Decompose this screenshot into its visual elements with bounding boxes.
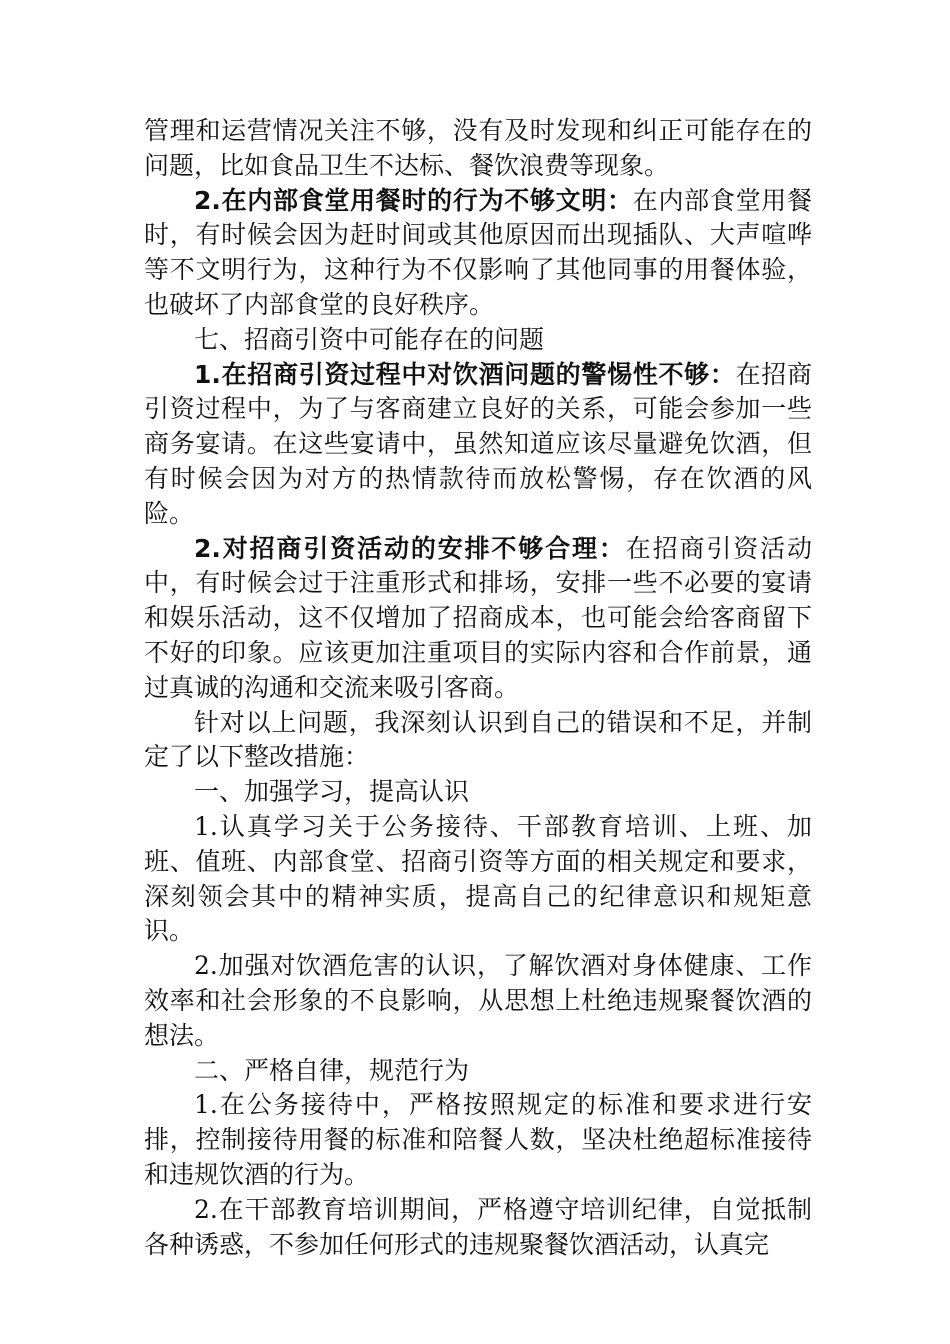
paragraph-heading: 2.对招商引资活动的安排不够合理： [194,533,626,563]
paragraph-text: 在内部食堂用餐时，有时候会因为赶时间或其他原因而出现插队、大声喧哗等不文明行为，这种行为不仅影响了其他同事的用餐体验，也破坏了内部食堂的良好秩序。 [144,185,812,319]
section-heading-investment-issues [144,323,812,358]
paragraph-text: 2.在干部教育培训期间，严格遵守培训纪律，自觉抵制各种诱惑，不参加任何形式的违规聚餐饮酒活动，认真完 [144,1194,812,1259]
paragraph-heading: 1.在招商引资过程中对饮酒问题的警惕性不够： [194,359,736,389]
paragraph-text: 在招商引资活动中，有时候会过于注重形式和排场，安排一些不必要的宴请和娱乐活动，这不仅增加了招商成本，也可能会给客商留下不好的印象。应该更加注重项目的实际内容和合作前景，通过真诚的沟通和交流来吸引客商。 [144,533,812,702]
paragraph-discipline-item-1 [144,1088,812,1192]
paragraph-learning-item-1 [144,810,812,949]
section-heading-text: 一、加强学习，提高认识 [194,777,470,807]
paragraph-text: 2.加强对饮酒危害的认识，了解饮酒对身体健康、工作效率和社会形象的不良影响，从思想上杜绝违规聚餐饮酒的想法。 [144,951,812,1050]
section-heading-self-discipline [144,1054,812,1089]
paragraph-canteen-behavior [144,184,812,323]
paragraph-investment-arrangement [144,532,812,706]
paragraph-text: 管理和运营情况关注不够，没有及时发现和纠正可能存在的问题，比如食品卫生不达标、餐饮浪费等现象。 [144,116,812,180]
paragraph-learning-item-2 [144,949,812,1053]
paragraph-heading: 2.在内部食堂用餐时的行为不够文明： [194,185,633,215]
paragraph-text: 1.在公务接待中，严格按照规定的标准和要求进行安排，控制接待用餐的标准和陪餐人数，坚决杜绝超标准接待和违规饮酒的行为。 [144,1090,812,1189]
paragraph-text: 针对以上问题，我深刻认识到自己的错误和不足，并制定了以下整改措施： [144,707,812,772]
paragraph-rectification-intro [144,706,812,776]
paragraph-investment-drinking [144,358,812,532]
section-heading-text: 二、严格自律，规范行为 [194,1055,470,1085]
section-heading-strengthen-learning [144,775,812,810]
document-body [144,114,812,1262]
paragraph-text: 在招商引资过程中，为了与客商建立良好的关系，可能会参加一些商务宴请。在这些宴请中，虽然知道应该尽量避免饮酒，但有时候会因为对方的热情款待而放松警惕，存在饮酒的风险。 [144,359,812,528]
section-heading-text: 七、招商引资中可能存在的问题 [194,324,545,354]
paragraph-text: 1.认真学习关于公务接待、干部教育培训、上班、加班、值班、内部食堂、招商引资等方面的相关规定和要求，深刻领会其中的精神实质，提高自己的纪律意识和规矩意识。 [144,811,812,946]
paragraph-discipline-item-2 [144,1193,812,1263]
paragraph-canteen-management [144,114,812,184]
